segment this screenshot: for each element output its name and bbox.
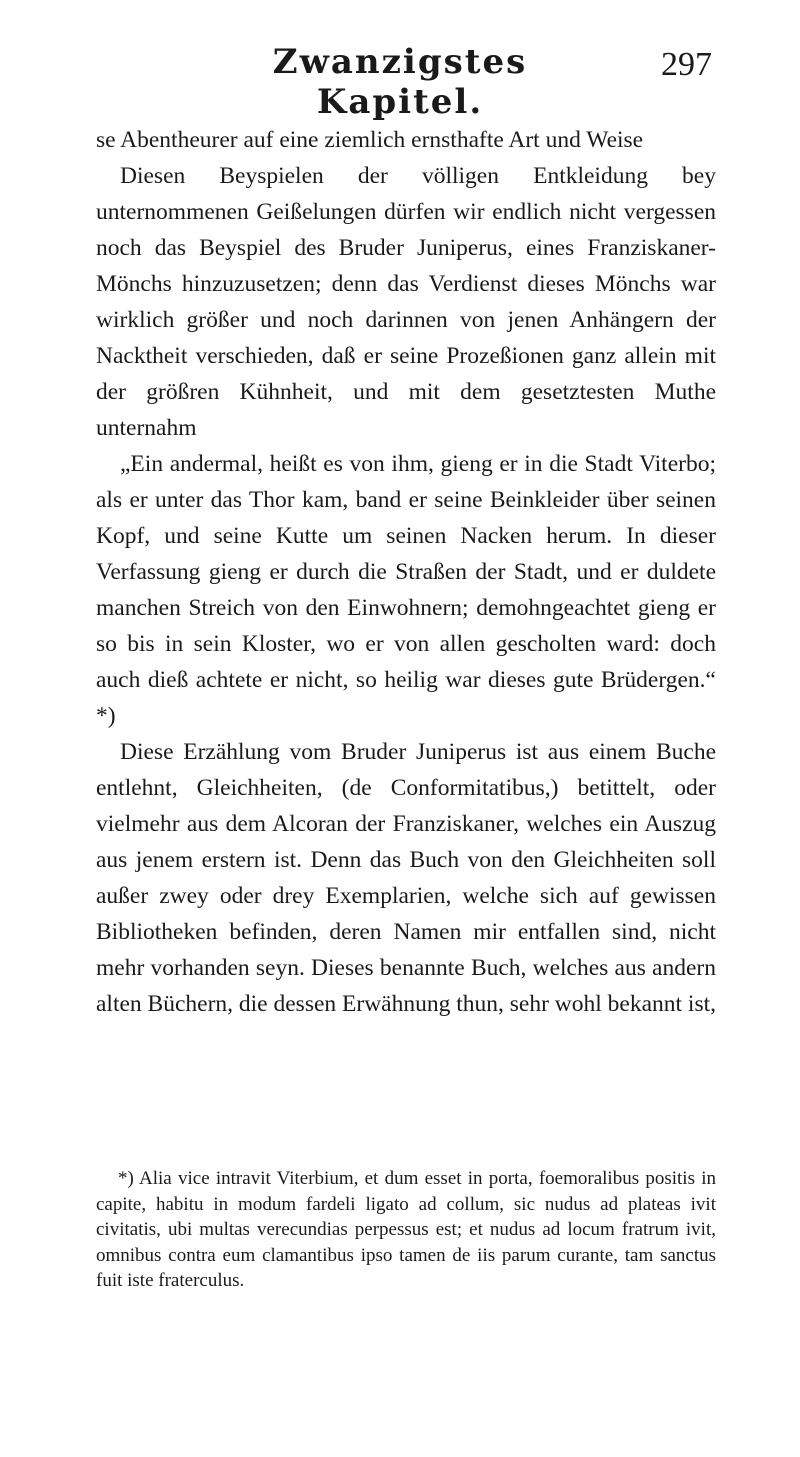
paragraph-viterbo-quote: „Ein andermal, heißt es von ihm, gieng er in die Stadt Viterbo; als er unter das Thor kam, band er seine Beinkleider über seinen Kopf, und seine Kutte um seinen Nacken herum. In dieser Verfassung gieng er durch die Straßen der Stadt, und er duldete manchen Streich von den Einwohnern; demohngeachtet gieng er so bis in sein Kloster, wo er von allen gescholten ward: doch auch dieß achtete er nicht, so heilig war dieses gute Brüdergen.“ *)	[96, 451, 716, 729]
paragraph-juniperus-intro: Diesen Beyspielen der völligen Entkleidung bey unternommenen Geißelungen dürfen wir endlich nicht vergessen noch das Beyspiel des Bruder Juniperus, eines Franziskaner-Mönchs hinzuzusetzen; denn das Verdienst dieses Mönchs war wirklich größer und noch darinnen von jenen Anhängern der Nacktheit verschieden, daß er seine Prozeßionen ganz allein mit der größren Kühnheit, und mit dem gesetztesten Muthe unternahm	[96, 163, 716, 441]
running-head: Zwanzigstes Kapitel.	[272, 42, 528, 122]
page-number: 297	[661, 46, 712, 83]
paragraph-source-book: Diese Erzählung vom Bruder Juniperus ist aus einem Buche entlehnt, Gleichheiten, (de Conformitatibus,) betittelt, oder vielmehr aus dem Alcoran der Franziskaner, welches ein Auszug aus jenem erstern ist. Denn das Buch von den Gleichheiten soll außer zwey oder drey Exemplarien, welche sich auf gewissen Bibliotheken befinden, deren Namen mir entfallen sind, nicht mehr vorhanden seyn. Dieses benannte Buch, welches aus andern alten Büchern, die dessen Erwähnung thun, sehr wohl bekannt ist,	[96, 739, 716, 1017]
footnote-latin: *) Alia vice intravit Viterbium, et dum esset in porta, foemoralibus positis in capite, habitu in modum fardeli ligato ad collum, sic nudus ad plateas ivit civitatis, ubi multas verecundias perpessus est; et nudus ad locum fratrum ivit, omnibus contra eum clamantibus ipso tamen de iis parum curante, tam sanctus fuit iste fraterculus.	[96, 1168, 716, 1291]
page-header	[0, 42, 800, 122]
main-text	[96, 122, 716, 1022]
paragraph-continuation: se Abentheurer auf eine ziemlich ernsthafte Art und Weise	[96, 127, 644, 153]
